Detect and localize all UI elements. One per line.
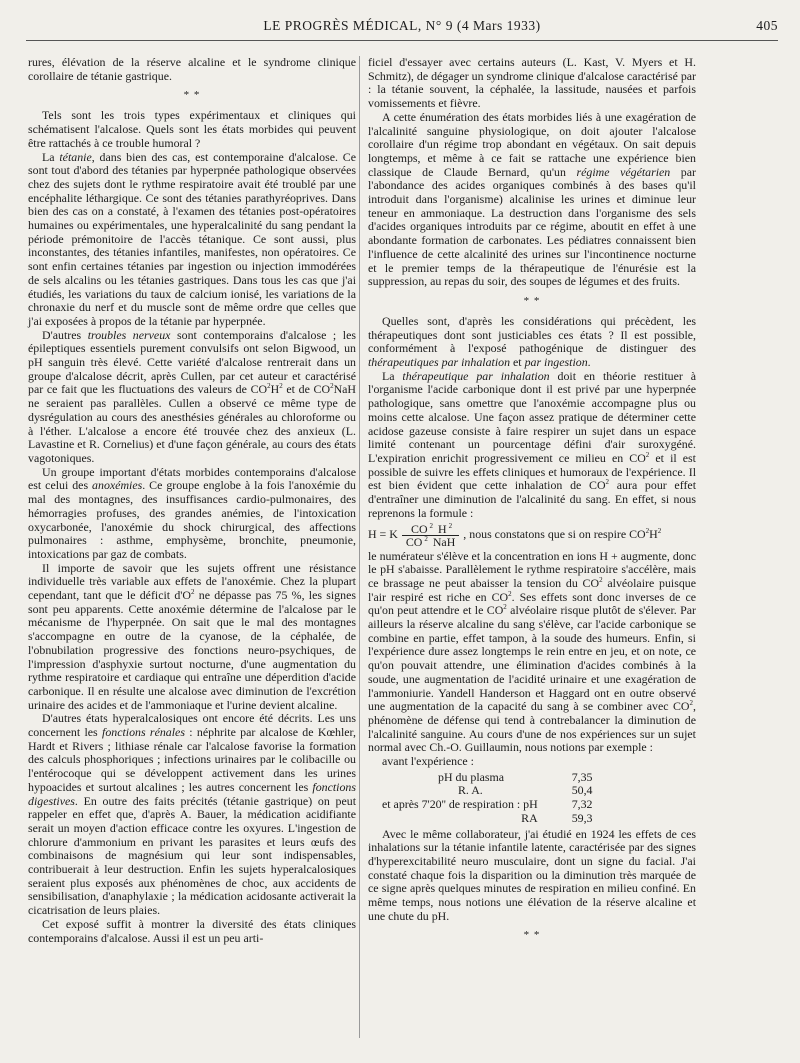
table-row: R. A. 50,4 [458, 783, 593, 798]
left-column [28, 56, 356, 945]
journal-title: LE PROGRÈS MÉDICAL, N° 9 (4 Mars 1933) [263, 18, 541, 33]
table-row: et après 7'20'' de respiration : pH 7,32 [382, 797, 593, 812]
column-divider [359, 56, 360, 1038]
paragraph: Cet exposé suffit à montrer la diversité des états cliniques contemporains d'alcalose. Aussi il est un peu arti- [28, 916, 356, 945]
paragraph: ficiel d'essayer avec certains auteurs (L. Kast, V. Myers et H. Schmitz), de dégager un syndrome clinique d'alcalose caractérisé par : la tétanie souvent, la céphalée, la lassitude, nausées et parfois vomissements et fièvre. [368, 55, 697, 111]
right-column [368, 56, 696, 949]
paragraph: rures, élévation de la réserve alcaline et le syndrome clinique corollaire de tétanie gastrique. [28, 55, 356, 83]
section-separator: * * [523, 929, 541, 942]
header-rule [26, 40, 778, 41]
paragraph: D'autres états hyperalcalosiques ont encore été décrits. Les uns concernent les fonctions rénales : néphrite par alcalose de Kœhler, Hardt et Rivers ; lithiase rénale car l'alcalose favorise la formation des calculs phosphoriques ; infections urinaires par le colibacille ou l'entérocoque qui se développent activement dans les urines hypoacides et surtout alcalines ; les autres concernent les fonctions digestives. En outre des faits précités (tétanie gastrique) on peut rappeler en effet que, d'après A. Bauer, la médication acidifiante serait un moyen d'action efficace contre les oxyures. L'ingestion de chlorure d'ammonium en privant les parasites et leurs œufs des combinaisons de magnésium qui leur sont indispensables, contribuerait à leur destruction. Enfin les sujets hyperalcalosiques seraient plus exposés aux phénomènes de choc, aux accidents de sensibilisation, d'anaphylaxie ; la médication acidosante activerait la cicatrisation de leurs plaies. [28, 711, 357, 918]
running-header [26, 18, 778, 38]
experiment-intro: avant l'expérience : [382, 754, 474, 769]
section-separator: * * [523, 294, 541, 307]
table-row: pH du plasma 7,35 [438, 769, 593, 784]
page-number: 405 [756, 18, 778, 33]
formula-fraction: $\frac{CO ^2 H ^2}{CO ^2 NaH}$ [402, 523, 459, 548]
experiment-table [378, 771, 597, 826]
table-row: RA 59,3 [521, 810, 593, 825]
paragraph: La thérapeutique par inhalation doit en théorie restituer à l'organisme l'acide carbonique dont il est privé par une hyperpnée pathologique, sans omettre que l'anoxémie accompagne plus ou moins cette alcalose. Une façon assez pratique de déterminer cette acidose gazeuse consiste à faire respirer un sujet dans un espace limité contenant un pourcentage défini d'air suroxygéné. L'expiration enrichit progressivement ce milieu en $CO^2$ et il est possible de suivre les effets cliniques et humoraux de l'expérience. Il est bien évident que cette inhalation de $CO^2$ aura pour effet d'entraîner une diminution de l'alcalinité du sang. En effet, si nous reprenons la formule : [368, 368, 696, 520]
section-separator: * * [183, 89, 201, 102]
paragraph: D'autres troubles nerveux sont contemporains d'alcalose ; les épileptiques essentiels purement convulsifs ont selon Bigwood, un pH sanguin très élevé. Cette variété d'alcalose rentrerait dans un groupe d'alcalose décrit, après Cullen, par cet auteur et caractérisé par ce fait que les fluctuations des valeurs de $CO^2H^2$ et de $CO^2NaH$ ne seraient pas parallèles. Cullen a observé ce même type de dysrégulation au cours des anesthésies générales au chloroforme ou à l'éther. L'alcalose a encore été trouvée chez des anxieux (L. Lavastine et R. Cornelius) et d'une façon générale, au cours des états vagotoniques. [28, 327, 357, 465]
paragraph: Un groupe important d'états morbides contemporains d'alcalose est celui des anoxémies. Ce groupe englobe à la fois l'anoxémie du mal des montagnes, des insuffisances cardio-pulmonaires, des hémorragies profuses, des grandes anémies, de l'intoxication oxycarbonée, l'anoxémie du shock chirurgical, des affections pulmonaires : asthme, emphysème, bronchite, pneumonie, intoxications par gaz de combats. [28, 464, 356, 561]
formula: H = K $\frac{CO ^2 H ^2}{CO ^2 NaH}$ , nous constatons que si on respire $CO^2H^2$ [368, 521, 662, 549]
paragraph: le numérateur s'élève et la concentration en ions H + augmente, donc le pH s'abaisse. Parallèlement le rythme respiratoire s'accélère, mais ce brassage ne peut abaisser la tension du $CO^2$ alvéolaire puisque l'air respiré est riche en $CO^2$. Ses effets sont donc inverses de ce qu'on peut attendre et le $CO^2$ alvéolaire risque plutôt de s'élever. Par ailleurs la réserve alcaline du sang s'élève, car l'acide carbonique se combine en partie, effet tampon, à la soude des humeurs. Enfin, si l'expérience dure assez longtemps le rein entre en jeu, et on note, ce qu'on pouvait attendre, une élimination d'acides combinés à la soude, une augmentation de l'acidité urinaire et une exagération de l'ammoniurie. Yandell Handerson et Haggard ont en outre observé une augmentation de la capacité du sang à se combiner avec $CO^2$, phénomène de défense qui tend à contrebalancer la diminution de l'alcalinité sanguine. Au cours d'une de nos expériences sur un sujet normal avec Ch.-O. Guillaumin, nous notions par exemple : [368, 548, 697, 755]
paragraph: Quelles sont, d'après les considérations qui précèdent, les thérapeutiques dont sont justiciables ces états ? Il est possible, conformément à l'exposé pathogénique de distinguer des thérapeutiques par inhalation et par ingestion. [368, 313, 696, 370]
paragraph: Il importe de savoir que les sujets offrent une résistance individuelle très variable aux effets de l'anoxémie. Chez la plupart cependant, tant que le déficit $d'O^2$ ne dépasse pas 75 %, les signes sont peu apparents. Cette anoxémie détermine de l'alcalose par le mécanisme de l'hyperpnée. On sait que le mal des montagnes s'accompagne en outre de la cyanose, de la céphalée, de l'obnubilation progressive des fonctions neuro-psychiques, de l'impression d'asphyxie surtout nocturne, d'une augmentation du rythme respiratoire et cardiaque qui entraîne une déperdition d'acide carbonique. Il en résulte une alcalose avec diminution de l'excrétion urinaire des acides et de l'ammoniaque et l'urine devient alcaline. [28, 560, 356, 712]
paragraph: A cette énumération des états morbides liés à une exagération de l'alcalinité sanguine physiologique, on doit ajouter l'alcalose corollaire d'un régime trop abondant en végétaux. On sait depuis longtemps, et même à ce fait se rattache une expérience bien classique de Claude Bernard, qu'un régime végétarien par l'abondance des acides organiques combinés à des bases qu'il introduit dans l'organisme) alcalinise les urines et diminue leur teneur en ammoniaque. La destruction dans l'organisme des sels d'acides organiques introduits par ce régime, aboutit en effet à une abondante formation de carbonates. Les pédiatres connaissent bien l'influence de cette alcalinité des urines sur l'incontinence nocturne et le premier temps de la thérapeutique de l'énurésie est la suppression, au repas du soir, des soupes de légumes et des fruits. [368, 109, 696, 289]
paragraph: La tétanie, dans bien des cas, est contemporaine d'alcalose. Ce sont tout d'abord des tétanies par hyperpnée pathologique observées chez des sujets dont le rythme respiratoire avait été troublé par une encéphalite léthargique. Ce sont des tétanies parathyréoprives. Dans bien des cas on a constaté, à l'examen des tétanies post-opératoires humaines ou expérimentales, une hyperalcalinité du sang pendant la période prémonitoire de l'accès tétanique. Ce sont aussi, plus inconstantes, des tétanies infantiles, manifestes, non opératoires. Ce sont enfin certaines tétanies par ingestion ou injection immodérées de sels alcalins ou les tétanies gastriques. Dans tous les cas que j'ai étudiés, les variations du taux de calcium ionisé, les variations de la chronaxie du nerf et du muscle sont de même ordre que celles que j'ai exposées à propos de la tétanie par hyperpnée. [28, 149, 357, 328]
paragraph: Avec le même collaborateur, j'ai étudié en 1924 les effets de ces inhalations sur la tétanie infantile latente, caractérisée par des signes d'hyperexcitabilité neuro musculaire, dont un signe du facial. J'ai constaté chaque fois la disparition ou la diminution très marquée de ce signe après quelques minutes de respiration en milieu confiné. En même temps, nous notions une élévation de la réserve alcaline et une chute du pH. [368, 826, 696, 923]
paragraph: Tels sont les trois types expérimentaux et cliniques qui schématisent l'alcalose. Quels sont les états morbides qui peuvent être rattachés à ce trouble humoral ? [28, 108, 356, 150]
